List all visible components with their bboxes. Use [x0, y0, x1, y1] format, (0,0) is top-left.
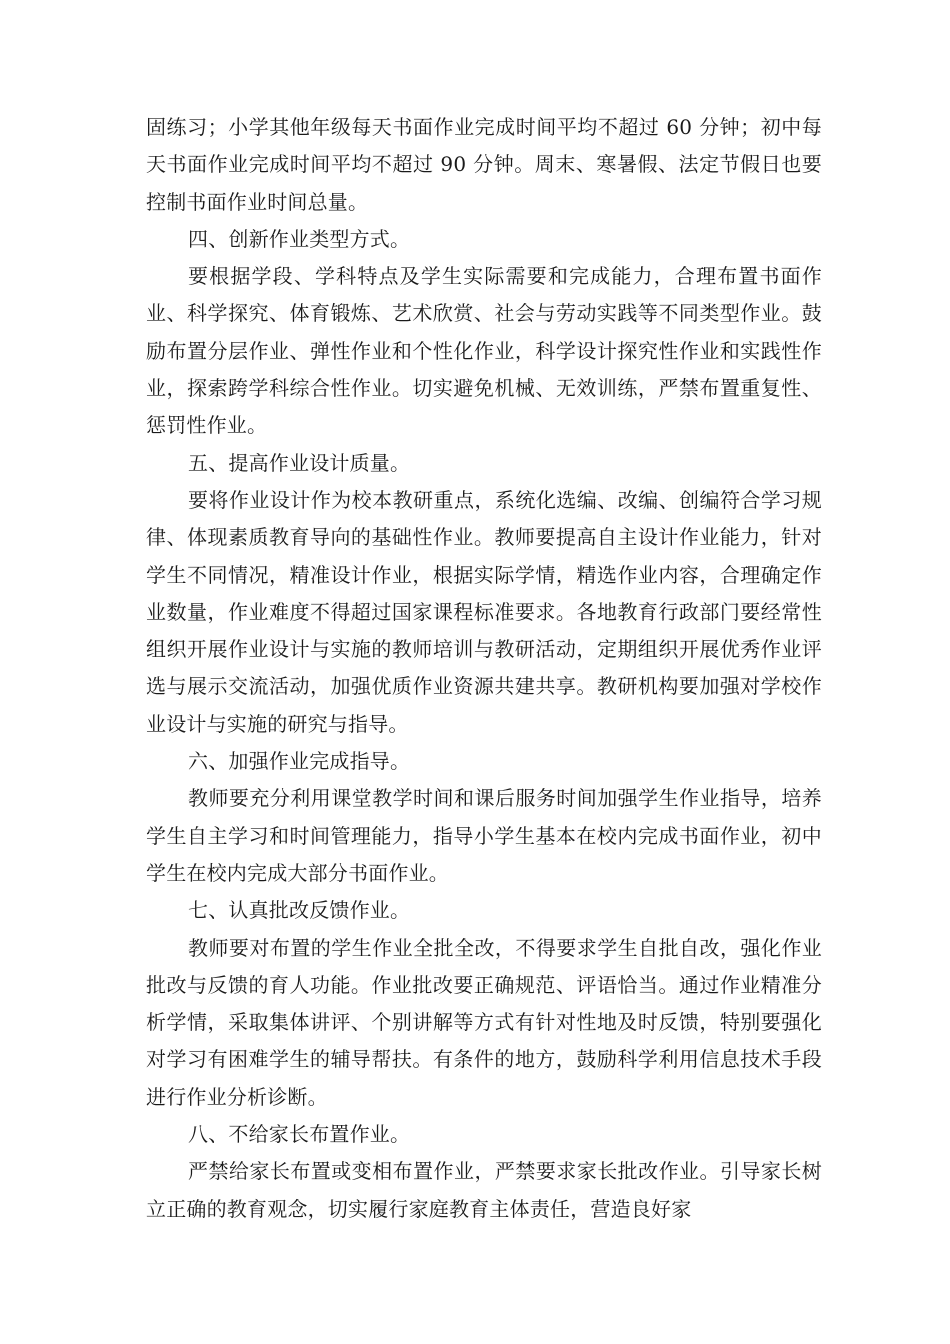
paragraph-section-6: 教师要充分利用课堂教学时间和课后服务时间加强学生作业指导，培养学生自主学习和时间管理能力，指导小学生基本在校内完成书面作业，初中学生在校内完成大部分书面作业。 — [146, 786, 822, 885]
section-heading-8: 八、不给家长布置作业。 — [188, 1122, 411, 1147]
section-heading-7: 七、认真批改反馈作业。 — [188, 898, 411, 923]
section-heading-6: 六、加强作业完成指导。 — [188, 749, 411, 774]
paragraph-section-7: 教师要对布置的学生作业全批全改，不得要求学生自批自改，强化作业批改与反馈的育人功能。作业批改要正确规范、评语恰当。通过作业精准分析学情，采取集体讲评、个别讲解等方式有针对性地及时反馈，特别要强化对学习有困难学生的辅导帮扶。有条件的地方，鼓励科学利用信息技术手段进行作业分析诊断。 — [146, 935, 822, 1109]
paragraph-homework-time-cont: 固练习；小学其他年级每天书面作业完成时间平均不超过 60 分钟；初中每天书面作业完成时间平均不超过 90 分钟。周末、寒暑假、法定节假日也要控制书面作业时间总量。 — [146, 115, 822, 214]
paragraph-section-5: 要将作业设计作为校本教研重点，系统化选编、改编、创编符合学习规律、体现素质教育导向的基础性作业。教师要提高自主设计作业能力，针对学生不同情况，精准设计作业，根据实际学情，精选作业内容，合理确定作业数量，作业难度不得超过国家课程标准要求。各地教育行政部门要经常性组织开展作业设计与实施的教师培训与教研活动，定期组织开展优秀作业评选与展示交流活动，加强优质作业资源共建共享。教研机构要加强对学校作业设计与实施的研究与指导。 — [146, 487, 822, 736]
paragraph-section-4: 要根据学段、学科特点及学生实际需要和完成能力，合理布置书面作业、科学探究、体育锻炼、艺术欣赏、社会与劳动实践等不同类型作业。鼓励布置分层作业、弹性作业和个性化作业，科学设计探究性作业和实践性作业，探索跨学科综合性作业。切实避免机械、无效训练，严禁布置重复性、惩罚性作业。 — [146, 264, 822, 438]
document-body — [146, 109, 822, 1228]
paragraph-section-8: 严禁给家长布置或变相布置作业，严禁要求家长批改作业。引导家长树立正确的教育观念，切实履行家庭教育主体责任，营造良好家 — [146, 1159, 822, 1221]
section-heading-4: 四、创新作业类型方式。 — [188, 226, 411, 251]
section-heading-5: 五、提高作业设计质量。 — [188, 450, 411, 475]
